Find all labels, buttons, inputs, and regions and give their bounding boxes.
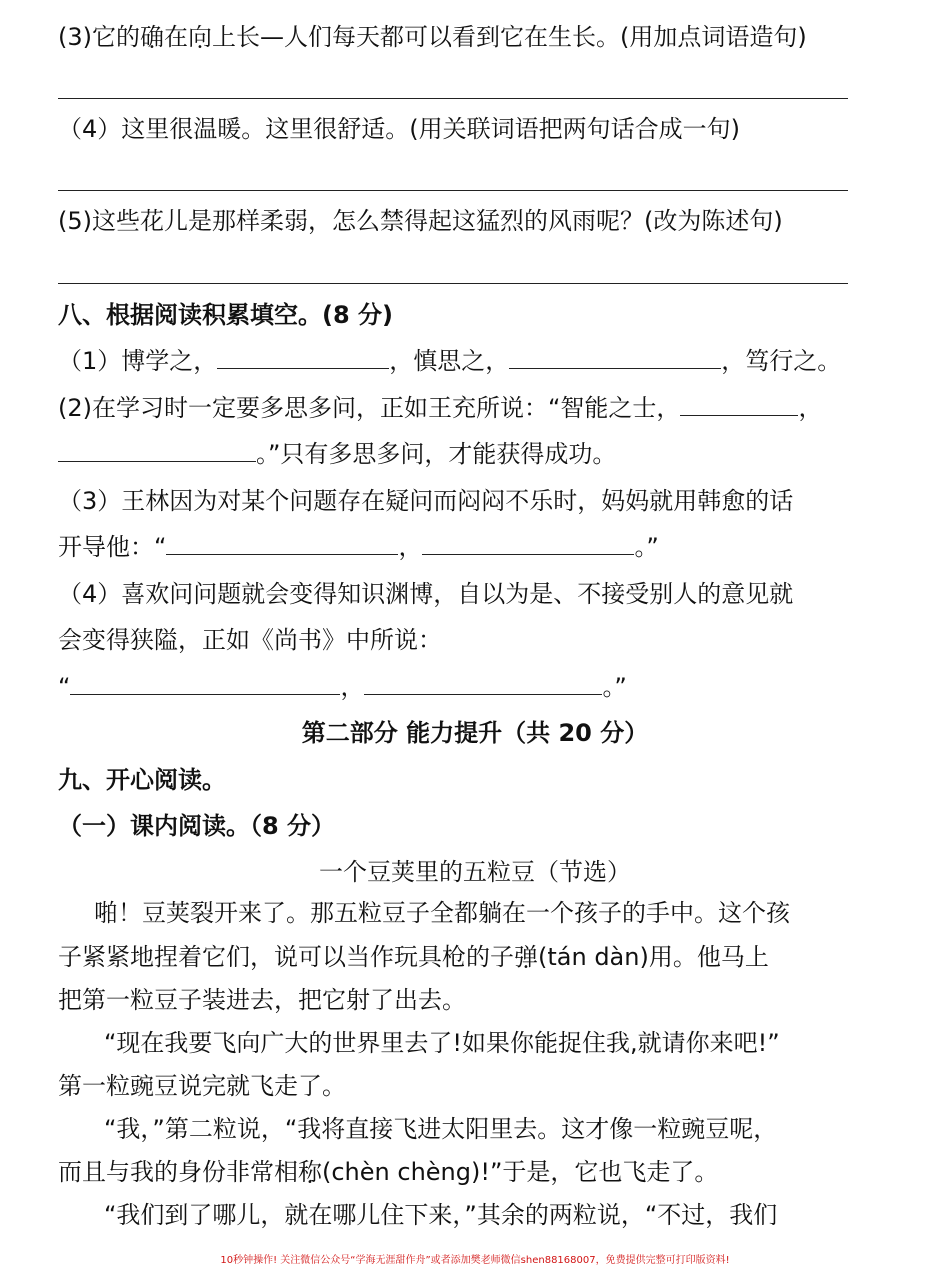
fill-blank[interactable] (58, 437, 256, 462)
passage-p1a: 啪！豆荚裂开来了。那五粒豆子全都躺在一个孩子的手中。这个孩 (94, 899, 790, 927)
q9-sub1: （一）课内阅读。（8 分） (58, 812, 336, 840)
fill-blank[interactable] (680, 391, 798, 416)
dotted-char: 弹 (514, 943, 538, 971)
fill-blank[interactable] (166, 530, 398, 555)
fill-blank[interactable] (70, 670, 340, 695)
fill-blank[interactable] (217, 344, 389, 369)
q9-title: 九、开心阅读。 (58, 766, 226, 794)
passage-p1b: 子紧紧地捏着它们，说可以当作玩具枪的子弹(tán dàn)用。他马上 (58, 943, 769, 971)
q8-item4-line3: “ ， 。” (58, 670, 627, 704)
q8-title: 八、根据阅读积累填空。(8 分) (58, 301, 393, 329)
q8-item3-line1: （3）王林因为对某个问题存在疑问而闷闷不乐时，妈妈就用韩愈的话 (58, 487, 794, 515)
footer-notice: 10秒钟操作! 关注微信公众号“学海无涯甜作舟”或者添加樊老师微信shen88168007，免费提供完整可打印版资料! (220, 1255, 730, 1266)
q8-item2-line1: (2)在学习时一定要多思多问，正如王充所说：“智能之士， ， (58, 391, 822, 425)
fill-blank[interactable] (364, 670, 602, 695)
dotted-char: 向 (188, 23, 212, 51)
q7-item3: (3)它的确在向上长—人们每天都可以看到它在生长。(用加点词语造句) (58, 23, 807, 51)
dotted-char: 称 (298, 1158, 322, 1186)
q8-item1: （1）博学之， ，慎思之， ，笃行之。 (58, 344, 841, 378)
fill-blank[interactable] (509, 344, 721, 369)
answer-line[interactable] (58, 283, 848, 284)
q7-item4: （4）这里很温暖。这里很舒适。(用关联词语把两句话合成一句) (58, 115, 740, 143)
q8-item3-line2: 开导他：“ ， 。” (58, 530, 659, 564)
answer-line[interactable] (58, 190, 848, 191)
answer-line[interactable] (58, 98, 848, 99)
passage-p4a: “我们到了哪儿，就在哪儿住下来，”其余的两粒说，“不过，我们 (104, 1201, 778, 1229)
passage-p3b: 而且与我的身份非常相称(chèn chèng)!”于是，它也飞走了。 (58, 1158, 719, 1186)
q8-item4-line1: （4）喜欢问问题就会变得知识渊博，自以为是、不接受别人的意见就 (58, 580, 794, 608)
passage-title: 一个豆荚里的五粒豆（节选） (319, 858, 631, 886)
passage-p1c: 把第一粒豆子装进去，把它射了出去。 (58, 986, 466, 1014)
q8-item4-line2: 会变得狭隘，正如《尚书》中所说： (58, 626, 442, 654)
fill-blank[interactable] (422, 530, 634, 555)
passage-p2b: 第一粒豌豆说完就飞走了。 (58, 1072, 346, 1100)
passage-p3a: “我，”第二粒说，“我将直接飞进太阳里去。这才像一粒豌豆呢， (104, 1115, 778, 1143)
q8-item2-line2: 。”只有多思多问，才能获得成功。 (58, 437, 616, 471)
passage-p2a: “现在我要飞向广大的世界里去了!如果你能捉住我,就请你来吧!” (104, 1029, 780, 1057)
part2-title: 第二部分 能力提升（共 20 分） (301, 719, 649, 747)
dotted-char: 确 (140, 23, 164, 51)
q7-item5: (5)这些花儿是那样柔弱，怎么禁得起这猛烈的风雨呢？(改为陈述句) (58, 207, 783, 235)
